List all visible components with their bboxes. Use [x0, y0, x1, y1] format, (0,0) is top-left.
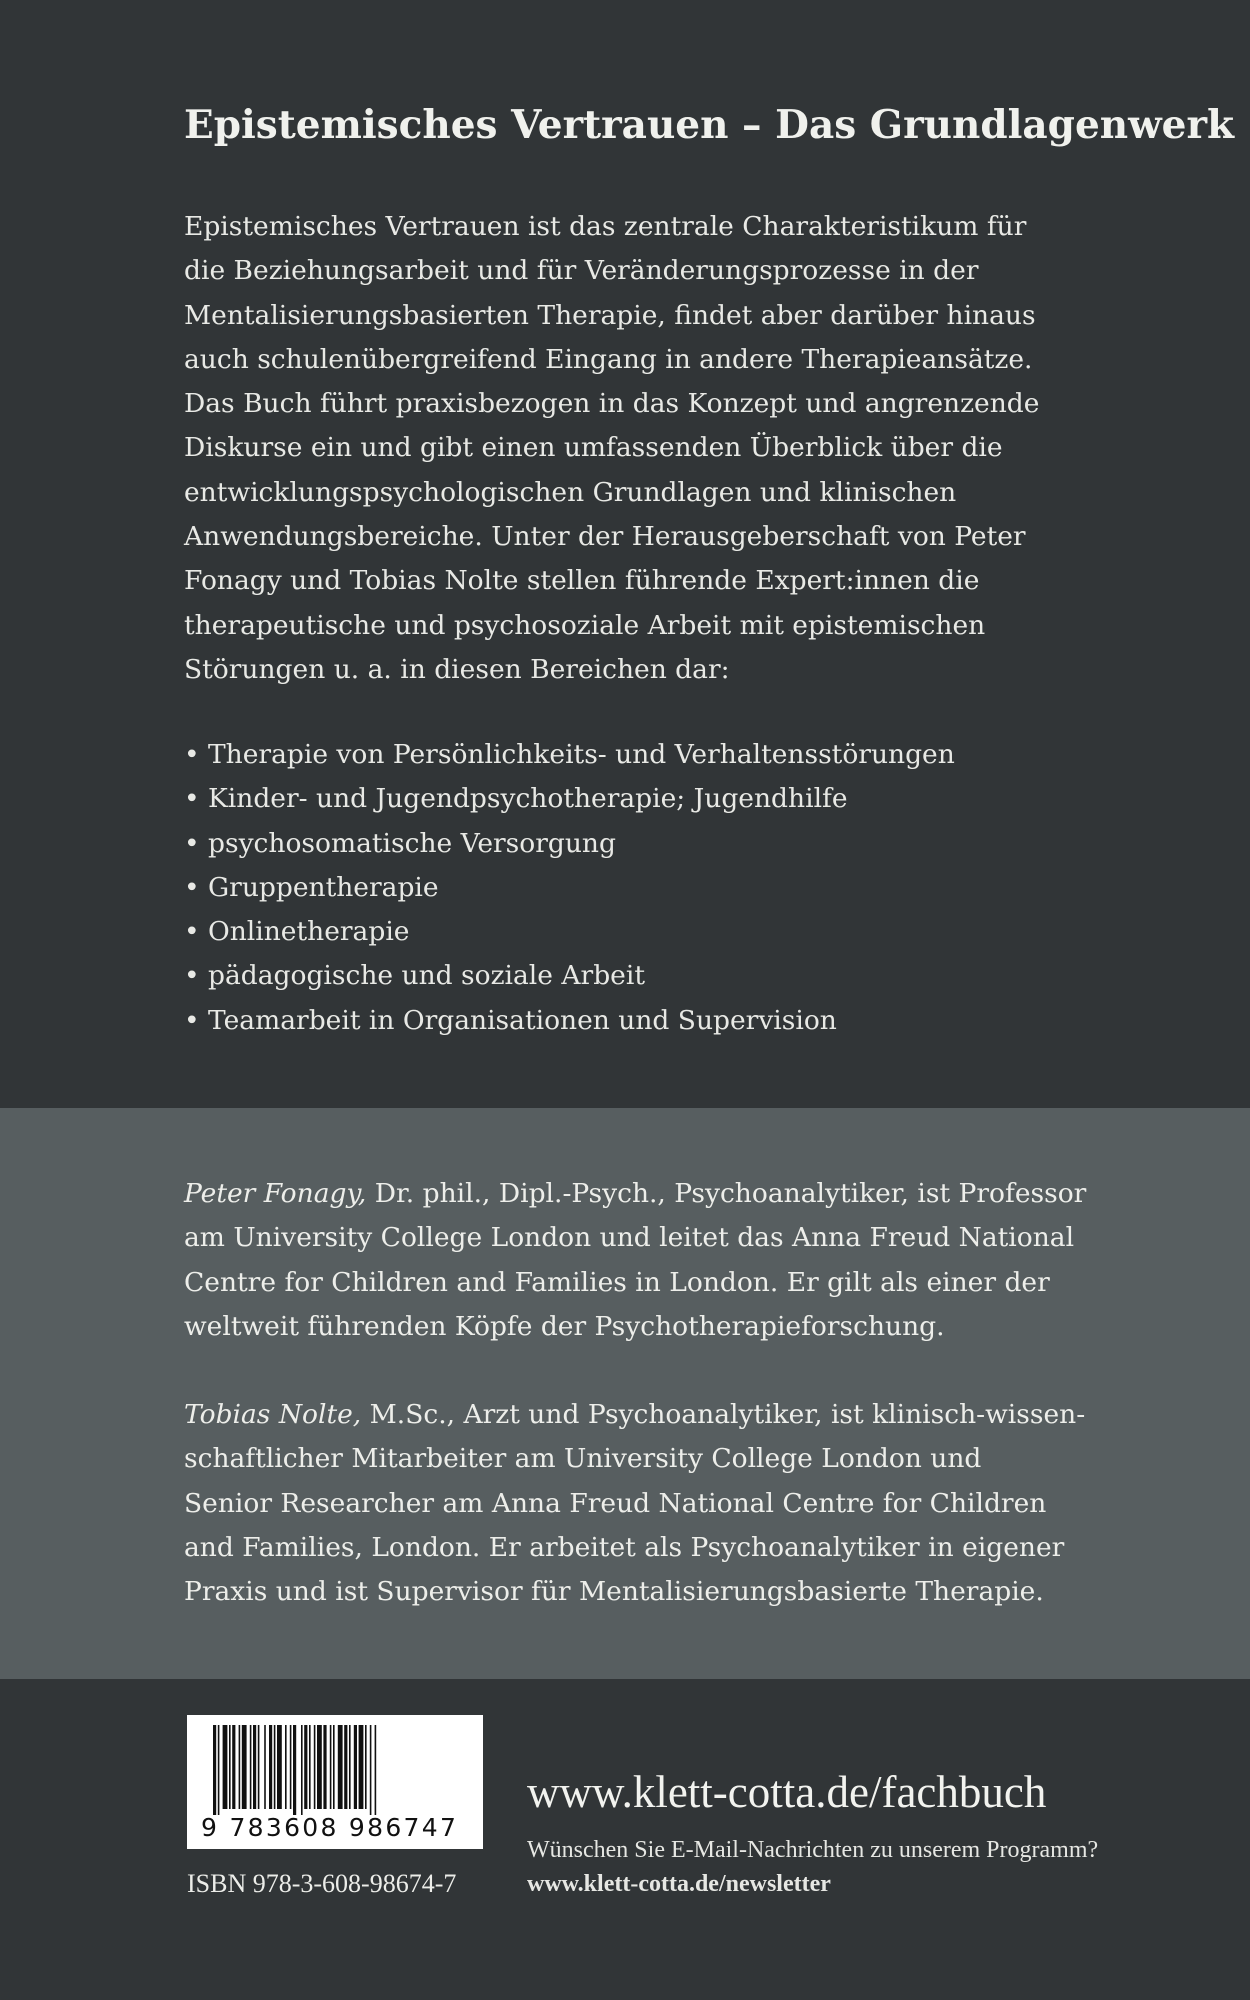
author-bio-nolte — [184, 1393, 1144, 1614]
barcode-bar — [264, 1725, 266, 1809]
description-line: auch schulenübergreifend Eingang in andere Therapieansätze. — [184, 343, 1033, 375]
barcode-bars — [187, 1715, 483, 1815]
author-bio-fonagy — [184, 1172, 1144, 1349]
barcode-bar — [285, 1725, 287, 1809]
barcode — [187, 1715, 483, 1849]
description-line: Diskurse ein und gibt einen umfassenden Überblick über die — [184, 432, 1003, 464]
topic-list-item: • Kinder- und Jugendpsychotherapie; Jugendhilfe — [184, 777, 1144, 821]
topic-list-item: • Onlinetherapie — [184, 910, 1144, 954]
description-line: Anwendungsbereiche. Unter der Herausgeberschaft von Peter — [184, 521, 1026, 553]
bio-line: Senior Researcher am Anna Freud National Centre for Children — [184, 1487, 1047, 1519]
bio-line: and Families, London. Er arbeitet als Psychoanalytiker in eigener — [184, 1531, 1065, 1563]
barcode-bar — [290, 1725, 292, 1809]
barcode-bar — [253, 1725, 256, 1809]
bio-line: am University College London und leitet das Anna Freud National — [184, 1222, 1075, 1254]
description-line: die Beziehungsarbeit und für Veränderungsprozesse in der — [184, 255, 979, 287]
book-description — [184, 205, 1124, 692]
barcode-digits: 9 783608 986747 — [201, 1813, 459, 1842]
topic-list — [184, 733, 1144, 1043]
barcode-bar — [218, 1725, 220, 1815]
barcode-bar — [274, 1725, 276, 1809]
author-name: Tobias Nolte, — [184, 1399, 362, 1430]
description-line: Das Buch führt praxisbezogen in das Konzept und angrenzende — [184, 388, 1040, 420]
topic-list-item: • pädagogische und soziale Arbeit — [184, 954, 1144, 998]
barcode-bar — [330, 1725, 332, 1809]
description-line: Störungen u. a. in diesen Bereichen dar: — [184, 653, 730, 685]
barcode-bar — [258, 1725, 260, 1809]
book-subtitle-heading: Epistemisches Vertrauen – Das Grundlagenwerk — [184, 102, 1235, 148]
description-line: Epistemisches Vertrauen ist das zentrale Charakteristikum für — [184, 211, 1027, 242]
barcode-bar — [269, 1725, 272, 1809]
bio-line: Praxis und ist Supervisor für Mentalisierungsbasierte Therapie. — [184, 1576, 1044, 1608]
barcode-bar — [242, 1725, 247, 1809]
barcode-bar — [301, 1725, 303, 1815]
barcode-bar — [365, 1725, 367, 1809]
barcode-bar — [370, 1725, 372, 1815]
bio-line — [184, 1172, 1144, 1216]
barcode-bar — [317, 1725, 322, 1809]
barcode-bar — [314, 1725, 316, 1809]
description-line: therapeutische und psychosoziale Arbeit mit epistemischen — [184, 609, 986, 641]
barcode-bar — [354, 1725, 357, 1809]
barcode-bar — [349, 1725, 351, 1809]
barcode-bar — [338, 1725, 343, 1809]
author-name: Peter Fonagy, — [184, 1178, 367, 1209]
barcode-bar — [232, 1725, 235, 1809]
barcode-bar — [304, 1725, 307, 1809]
isbn-label: ISBN 978-3-608-98674-7 — [187, 1869, 457, 1898]
newsletter-question: Wünschen Sie E-Mail-Nachrichten zu unserem Programm? — [527, 1837, 1099, 1863]
barcode-bar — [309, 1725, 311, 1809]
barcode-bar — [250, 1725, 252, 1809]
description-line: Mentalisierungsbasierten Therapie, findet aber darüber hinaus — [184, 299, 1036, 331]
barcode-bar — [333, 1725, 335, 1809]
barcode-bar — [323, 1725, 326, 1809]
bio-line: Centre for Children and Families in London. Er gilt als einer der — [184, 1266, 1050, 1298]
topic-list-item: • Gruppentherapie — [184, 866, 1144, 910]
bio-line — [184, 1393, 1144, 1437]
topic-list-item: • psychosomatische Versorgung — [184, 822, 1144, 866]
description-line: Fonagy und Tobias Nolte stellen führende Expert:innen die — [184, 565, 980, 597]
barcode-bar — [213, 1725, 216, 1815]
barcode-bar — [277, 1725, 282, 1809]
barcode-bar — [239, 1725, 241, 1809]
bio-line: weltweit führenden Köpfe der Psychotherapieforschung. — [184, 1310, 945, 1342]
bio-text: M.Sc., Arzt und Psychoanalytiker, ist klinisch-wissen- — [361, 1399, 1086, 1430]
barcode-bar — [375, 1725, 377, 1815]
bio-text: Dr. phil., Dipl.-Psych., Psychoanalytiker, ist Professor — [366, 1178, 1087, 1209]
barcode-bar — [344, 1725, 347, 1809]
barcode-bar — [293, 1725, 296, 1815]
barcode-bar — [229, 1725, 231, 1809]
bio-line: schaftlicher Mitarbeiter am University College London und — [184, 1443, 982, 1475]
barcode-bar — [223, 1725, 228, 1809]
description-line: entwicklungspsychologischen Grundlagen und klinischen — [184, 476, 957, 508]
barcode-bar — [359, 1725, 364, 1809]
topic-list-item: • Teamarbeit in Organisationen und Supervision — [184, 999, 1144, 1043]
topic-list-item: • Therapie von Persönlichkeits- und Verhaltensstörungen — [184, 733, 1144, 777]
newsletter-link[interactable]: www.klett-cotta.de/newsletter — [527, 1871, 831, 1897]
publisher-website-link[interactable]: www.klett-cotta.de/fachbuch — [527, 1767, 1047, 1817]
